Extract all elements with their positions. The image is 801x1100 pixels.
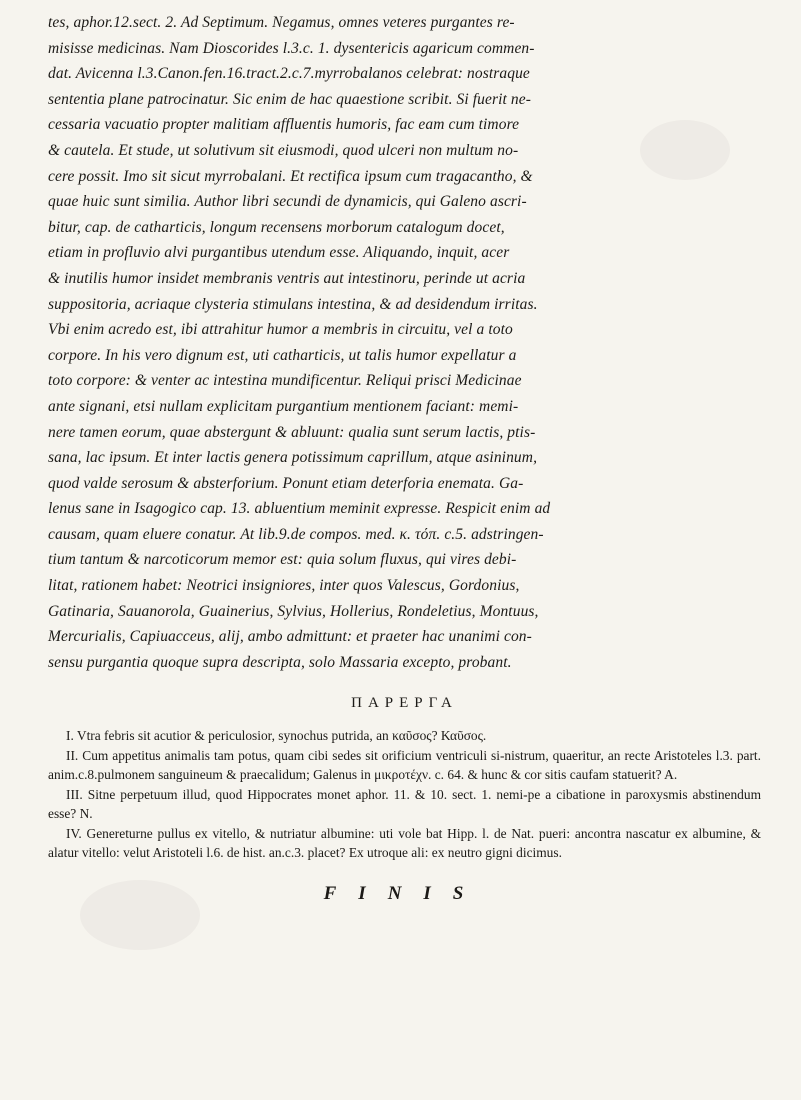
- text-line: sana, lac ipsum. Et inter lactis genera potissimum caprillum, atque asininum,: [48, 449, 538, 467]
- text-line: & inutilis humor insidet membranis ventris aut intestinoru, perinde ut acria: [48, 269, 526, 287]
- text-line: Mercurialis, Capiuacceus, alij, ambo admittunt: et praeter hac unanimi con-: [48, 628, 532, 646]
- text-line: sententia plane patrocinatur. Sic enim de hac quaestione scribit. Si fuerit ne-: [48, 90, 532, 108]
- text-line: causam, quam eluere conatur. At lib.9.de compos. med. κ. τόπ. c.5. adstringen-: [48, 525, 544, 543]
- paper-stain: [640, 120, 730, 180]
- main-paragraph: [48, 10, 761, 675]
- text-line: litat, rationem habet: Neotrici insigniores, inter quos Valescus, Gordonius,: [48, 577, 520, 595]
- question-item: II. Cum appetitus animalis tam potus, quam cibi sedes sit orificium ventriculi si-nistrum, quaeritur, an recte Aristoteles l.3. part. anim.c.8.pulmonem sanguineum & praecalidum; Galenus in μικροτέχν. c. 64. & hunc & cor sitis caufam statuerit? A.: [48, 747, 761, 783]
- text-line: quae huic sunt similia. Author libri secundi de dynamicis, qui Galeno ascri-: [48, 193, 527, 211]
- text-line: & cautela. Et stude, ut solutivum sit eiusmodi, quod ulceri non multum no-: [48, 141, 519, 159]
- question-item: I. Vtra febris sit acutior & periculosior, synochus putrida, an καῦσος? Καῦσος.: [66, 728, 487, 744]
- text-line: nere tamen eorum, quae abstergunt & abluunt: qualia sunt serum lactis, ptis-: [48, 423, 536, 441]
- text-line: quod valde serosum & absterforium. Ponunt etiam deterforia enemata. Ga-: [48, 474, 524, 492]
- text-line: tes, aphor.12.sect. 2. Ad Septimum. Negamus, omnes veteres purgantes re-: [48, 14, 515, 31]
- text-line: Gatinaria, Sauanorola, Guainerius, Sylvius, Hollerius, Rondeletius, Montuus,: [48, 602, 539, 620]
- text-line: bitur, cap. de catharticis, longum recensens morborum catalogum docet,: [48, 218, 505, 236]
- text-line: corpore. In his vero dignum est, uti catharticis, ut talis humor expellatur a: [48, 346, 517, 364]
- question-item: IV. Genereturne pullus ex vitello, & nutriatur albumine: uti vole bat Hipp. l. de Nat. pueri: ancontra nascatur ex albumine, & alatur vitello: velut Aristoteli l.6. de hist. an.c.3. placet? Ex utroque ali: ex neutro gigni dicimus.: [48, 825, 761, 861]
- text-line: Vbi enim acredo est, ibi attrahitur humor a membris in circuitu, vel a toto: [48, 321, 513, 339]
- question-item: III. Sitne perpetuum illud, quod Hippocrates monet aphor. 11. & 10. sect. 1. nemi-pe a cibatione in paroxysmis abstinendum esse? N.: [48, 786, 761, 822]
- text-line: toto corpore: & venter ac intestina mundificentur. Reliqui prisci Medicinae: [48, 372, 522, 390]
- text-line: etiam in profluvio alvi purgantibus utendum esse. Aliquando, inquit, acer: [48, 244, 510, 262]
- text-line: misisse medicinas. Nam Dioscorides l.3.c. 1. dysentericis agaricum commen-: [48, 39, 535, 57]
- finis-heading: FINIS: [323, 882, 486, 904]
- text-line: tium tantum & narcoticorum memor est: quia solum fluxus, qui vires debi-: [48, 551, 517, 569]
- section-title: ΠΑΡΕΡΓΑ: [351, 695, 458, 712]
- text-line: sensu purgantia quoque supra descripta, solo Massaria excepto, probant.: [48, 653, 512, 671]
- paper-stain: [80, 880, 200, 950]
- text-line: dat. Avicenna l.3.Canon.fen.16.tract.2.c.7.myrrobalanos celebrat: nostraque: [48, 65, 530, 83]
- text-line: lenus sane in Isagogico cap. 13. abluentium meminit expresse. Respicit enim ad: [48, 500, 551, 518]
- question-list: [48, 726, 761, 863]
- text-line: ante signani, etsi nullam explicitam purgantium mentionem faciant: memi-: [48, 397, 519, 415]
- text-line: suppositoria, acriaque clysteria stimulans intestina, & ad desidendum irritas.: [48, 295, 538, 313]
- text-line: cessaria vacuatio propter malitiam affluentis humoris, fac eam cum timore: [48, 116, 520, 134]
- text-line: cere possit. Imo sit sicut myrrobalani. Et rectifica ipsum cum tragacantho, &: [48, 167, 533, 185]
